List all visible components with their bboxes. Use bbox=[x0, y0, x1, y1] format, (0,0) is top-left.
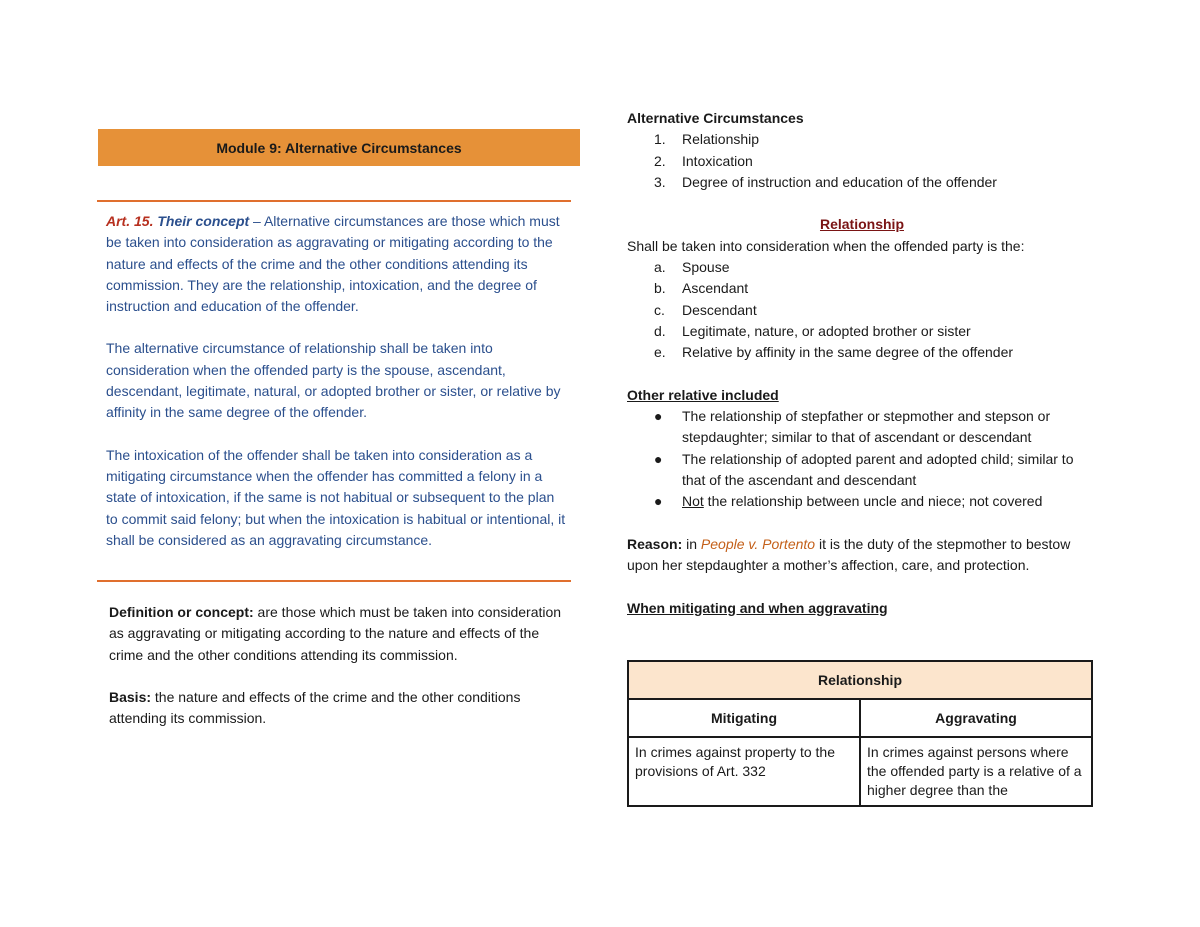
reason-text: it is the duty of the stepmother to bestow upon her stepdaughter a mother’s affection, care, and protection. bbox=[627, 535, 1071, 574]
when-heading: When mitigating and when aggravating bbox=[627, 599, 888, 616]
list-item bbox=[627, 449, 1097, 492]
article-paragraph-relationship: The alternative circumstance of relationship shall be taken into consideration when the offended party is the spouse, ascendant, descendant, legitimate, natural, or adopted brother or sister, or relative by affinity in the same degree of the offender. bbox=[106, 340, 561, 421]
list-item-text: The relationship of adopted parent and adopted child; similar to that of the ascendant and descendant bbox=[682, 450, 1074, 489]
left-column bbox=[98, 129, 580, 166]
reason-paragraph bbox=[627, 534, 1097, 577]
list-item-text: The relationship of stepfather or stepmother and stepson or stepdaughter; similar to that of ascendant or descendant bbox=[682, 408, 1051, 446]
definition-text: are those which must be taken into consideration as aggravating or mitigating according to the nature and effects of the crime and the other conditions attending its commission. bbox=[109, 604, 562, 663]
article-intro bbox=[106, 211, 566, 317]
list-item-text: Descendant bbox=[682, 301, 757, 318]
list-item bbox=[627, 151, 1097, 172]
list-item-text: Ascendant bbox=[682, 280, 749, 297]
list-item-text: the relationship between uncle and niece; not covered bbox=[703, 493, 1043, 510]
list-item-text: Degree of instruction and education of the offender bbox=[682, 173, 997, 190]
bullet-icon: ● bbox=[654, 408, 663, 425]
definition-paragraph bbox=[109, 602, 569, 666]
table-cell-aggravating: In crimes against persons where the offended party is a relative of a higher degree than the bbox=[860, 737, 1092, 806]
alternative-circumstances-heading: Alternative Circumstances bbox=[627, 110, 804, 126]
table-row bbox=[628, 737, 1092, 806]
reason-label: Reason: bbox=[627, 535, 683, 552]
list-marker: 1. bbox=[654, 131, 666, 148]
other-relative-list bbox=[627, 406, 1097, 512]
list-item-text: Spouse bbox=[682, 259, 730, 276]
right-column bbox=[627, 108, 1097, 619]
alternative-circumstances-list bbox=[627, 129, 1097, 193]
list-item bbox=[627, 321, 1097, 342]
list-marker: d. bbox=[654, 322, 666, 339]
bottom-divider bbox=[97, 580, 571, 582]
article-paragraph-intoxication: The intoxication of the offender shall be taken into consideration as a mitigating circumstance when the offender has committed a felony in a state of intoxication, if the same is not habitual or subsequent to the plan to commit said felony; but when the intoxication is habitual or intentional, it shall be considered as an aggravating circumstance. bbox=[106, 446, 566, 548]
bullet-icon: ● bbox=[654, 493, 663, 510]
list-item-text: Relationship bbox=[682, 131, 760, 148]
list-marker: 3. bbox=[654, 173, 666, 190]
relationship-list bbox=[627, 257, 1097, 363]
article-dash: – bbox=[249, 213, 264, 229]
article-intro-text: Alternative circumstances are those which must be taken into consideration as aggravating or mitigating according to the nature and effects of the crime and the other conditions attending its commission. They are the relationship, intoxication, and the degree of instruction and education of the offender. bbox=[106, 213, 560, 315]
list-item-text: Intoxication bbox=[682, 152, 753, 169]
definitions-block bbox=[109, 602, 569, 750]
basis-text: the nature and effects of the crime and the other conditions attending its commission. bbox=[109, 688, 521, 727]
table-title: Relationship bbox=[628, 661, 1092, 699]
module-title-banner bbox=[98, 129, 580, 166]
article-name: Their concept bbox=[157, 213, 250, 229]
top-divider bbox=[97, 200, 571, 202]
list-item bbox=[627, 491, 1097, 512]
basis-paragraph bbox=[109, 687, 569, 730]
definition-label: Definition or concept: bbox=[109, 604, 254, 620]
relationship-heading: Relationship bbox=[819, 216, 904, 233]
other-relative-heading: Other relative included bbox=[627, 386, 779, 403]
list-marker: b. bbox=[654, 280, 666, 297]
list-item bbox=[627, 257, 1097, 278]
not-emphasis: Not bbox=[682, 493, 704, 510]
bullet-icon: ● bbox=[654, 450, 663, 467]
reason-pre: in bbox=[682, 535, 701, 552]
list-item bbox=[627, 172, 1097, 193]
list-item-text: Relative by affinity in the same degree of the offender bbox=[682, 344, 1014, 361]
list-marker: a. bbox=[654, 259, 666, 276]
case-name: People v. Portento bbox=[700, 535, 816, 552]
list-item bbox=[627, 300, 1097, 321]
list-item bbox=[627, 278, 1097, 299]
relationship-intro: Shall be taken into consideration when the offended party is the: bbox=[627, 237, 1025, 254]
list-item bbox=[627, 406, 1097, 449]
list-marker: e. bbox=[654, 344, 666, 361]
table-header-aggravating: Aggravating bbox=[860, 699, 1092, 737]
list-item bbox=[627, 129, 1097, 150]
article-number: Art. 15. bbox=[106, 213, 154, 229]
table-header-mitigating: Mitigating bbox=[628, 699, 860, 737]
relationship-table bbox=[627, 660, 1093, 807]
article-15-block bbox=[106, 211, 566, 572]
module-title: Module 9: Alternative Circumstances bbox=[216, 139, 462, 156]
table-cell-mitigating: In crimes against property to the provisions of Art. 332 bbox=[628, 737, 860, 806]
list-marker: c. bbox=[654, 301, 665, 318]
list-item bbox=[627, 342, 1097, 363]
list-marker: 2. bbox=[654, 152, 666, 169]
list-item-text: Legitimate, nature, or adopted brother or sister bbox=[682, 322, 971, 339]
basis-label: Basis: bbox=[109, 688, 152, 705]
